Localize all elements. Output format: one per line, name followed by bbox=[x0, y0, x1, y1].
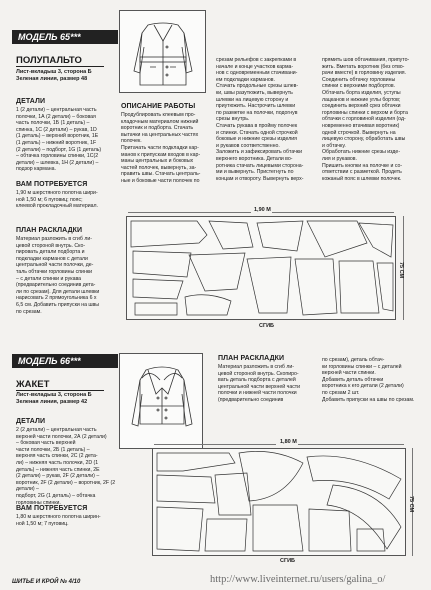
title-underline bbox=[16, 66, 104, 67]
bottom-plan-heading: ПЛАН РАСКЛАДКИ bbox=[218, 355, 285, 362]
bottom-details-heading: ДЕТАЛИ bbox=[16, 418, 46, 425]
bottom-title-underline bbox=[16, 390, 104, 391]
width-arrow-right bbox=[272, 212, 394, 213]
bottom-need-heading: ВАМ ПОТРЕБУЕТСЯ bbox=[16, 505, 88, 512]
bottom-details-text: 2 (2 детали) – центральная часть верхней части полочки, 2А (2 детали) – боковая часть верхней части полочки, 2Б (1 деталь) – верхняя часть спинки, 2С (2 дета- ли) – нижняя часть полочки, 2D (1 деталь) – нижняя часть спинки, 2Е (2 детали) – рукав, 2F (2 детали) – воротник, 2F (2 детали) – воротник, 2F (2 детали) – подборт, 2G (1 деталь) – обтачка горловины спинки. bbox=[16, 427, 116, 506]
top-plan-heading: ПЛАН РАСКЛАДКИ bbox=[16, 227, 83, 234]
top-layout-diagram bbox=[126, 216, 396, 320]
coat-illustration bbox=[119, 10, 206, 93]
bottom-line: Зеленая линия, размер 42 bbox=[16, 399, 88, 405]
bottom-plan-text: Материал разложить в сгиб ли- цевой стороной внутрь. Скопиро- вать деталь подборта с деталей центральной части верхней части полочки и нижней части полочки (предварительно соединив bbox=[218, 364, 301, 403]
width-arrow-left bbox=[128, 212, 251, 213]
top-pattern-pieces-icon bbox=[127, 217, 397, 321]
bottom-width-arrow-right bbox=[298, 444, 404, 445]
top-work-heading: ОПИСАНИЕ РАБОТЫ bbox=[121, 103, 196, 110]
jacket-illustration bbox=[119, 353, 203, 449]
bottom-garment-title: ЖАКЕТ bbox=[16, 379, 50, 390]
top-fold-label: СГИБ bbox=[259, 323, 274, 329]
coat-drawing-icon bbox=[120, 11, 207, 94]
top-plan-text: Материал разложить в сгиб ли- цевой стороной внутрь. Ско- пировать детали подборта и подкладки карманов с детали центральной части полочки, де- таль обтачки горловины спинки – с детали спинки и рукава (предварительно соединив дета- ли по срезам). Для детали шлевки нарисовать 2 прямоугольника 6 х 6,5 см. Добавить припуски на швы по срезам. bbox=[16, 236, 100, 315]
magazine-footer: ШИТЬЕ И КРОЙ № 4/10 bbox=[12, 579, 81, 585]
top-layout-width: 1,90 М bbox=[254, 207, 271, 213]
bottom-fold-label: СГИБ bbox=[280, 558, 295, 564]
model-65-label bbox=[12, 30, 118, 44]
top-col3-text: срезам рельефов с закрепками в начале и конце участков карма- нов с одновременным стачивани- ем подкладки карманов. Стачать продольные срезы шлев- ки, швы разутюжить, вывернуть шлевки на лицевую сторону и приутюжить. Настрочить шлевки по разметке на полочки, подогнув срезы внутрь. Стачать рукава в пройму полочек и спинки. Стачать одной строчкой боковые и нижние срезы изделия и рукавов соответственно. Заложить и зафиксировать обтачки верхнего воротника. Детали во- ротника стачать лицевыми сторона- ми и вывернуть. Пристегнуть по концам и отвороту. Вывернуть верх- bbox=[216, 57, 304, 182]
watermark-url[interactable]: http://www.liveinternet.ru/users/galina_o/ bbox=[210, 574, 386, 585]
model-66-label bbox=[12, 354, 118, 368]
model-66-stars: *** bbox=[70, 356, 81, 366]
bottom-layout-height: 75 СМ bbox=[408, 496, 414, 513]
bottom-pattern-pieces-icon bbox=[153, 449, 407, 557]
top-need-text: 1,90 м шерстяного полотна шири- ной 1,50 м; 6 пуговиц; пояс; клеевой прокладочный материал. bbox=[16, 190, 98, 210]
top-details-heading: ДЕТАЛИ bbox=[16, 98, 46, 105]
bottom-width-arrow-left bbox=[154, 444, 276, 445]
bottom-col4-text: по срезам), деталь обтач- ки горловины спинки – с деталей верхней части спинки. Добавить деталь обтачки воротника к его детали (2 детали) по срезам 2 шт. Добавить припуски на швы по срезам. bbox=[322, 357, 415, 403]
bottom-layout-diagram bbox=[152, 448, 406, 556]
top-work-text: Продублировать клеевым про- кладочным материалом нижний воротник и подборта. Стачать вытачки на центральных частях полочек. Притачать части подкладки кар- манов к припускам входов в кар- маны центральных и боковых частей полочек, вывернуть, за- править швы. Стачать централь- ные и боковые части полочек по bbox=[121, 112, 201, 184]
top-need-heading: ВАМ ПОТРЕБУЕТСЯ bbox=[16, 181, 88, 188]
model-66-title: МОДЕЛЬ 66 bbox=[18, 356, 71, 366]
jacket-drawing-icon bbox=[120, 354, 204, 450]
top-line: Зеленая линия, размер 48 bbox=[16, 76, 88, 82]
top-sheet: Лист-вкладыш 3, сторона Б bbox=[16, 69, 92, 75]
model-65-stars: *** bbox=[70, 32, 81, 42]
bottom-sheet: Лист-вкладыш 3, сторона Б bbox=[16, 392, 92, 398]
top-garment-title: ПОЛУПАЛЬТО bbox=[16, 55, 82, 66]
top-details-text: 1 (2 детали) – центральная часть полочки, 1А (2 детали) – боковая часть полочки, 1Б (1 деталь) – спинка, 1С (2 детали) – рукав, 1D (1 деталь) – верхний воротник, 1Е (1 деталь) – нижний воротник, 1F (2 детали) – подборт, 1G (1 деталь) – обтачка горловины спинки, 1С(2 детали) – шлевка, 1Н (2 детали) – подзор кармана. bbox=[16, 107, 102, 173]
top-layout-height: 75 СМ bbox=[398, 262, 404, 279]
top-col4-text: прямить шов обтачивания, припуто- жить. Вметать воротник (без отво- рачи вместе) в горловину изделия. Соединить обтачку горловины спинки с верхними подбортов. Обтачать борта изделия, уступы лацканов и нижние углы бортов; соединить верхний срез обтачки горловины спинки с верхом и борта обтачки с горловиной изделия (од- новременно втачивая воротник) одной строчкой. Вывернуть на лицевую сторону, обработать швы и обтачку. Обработать нижние срезы изде- лия и рукавов. Пришить кнопки на полочке и со- ответствии с разметкой. Продеть кожаный пояс в шлевки полочек. bbox=[322, 57, 410, 182]
bottom-layout-width: 1,80 М bbox=[280, 439, 297, 445]
model-65-title: МОДЕЛЬ 65 bbox=[18, 32, 71, 42]
bottom-need-text: 1,80 м шерстяного полотна ширин- ной 1,50 м; 7 пуговиц. bbox=[16, 514, 101, 527]
